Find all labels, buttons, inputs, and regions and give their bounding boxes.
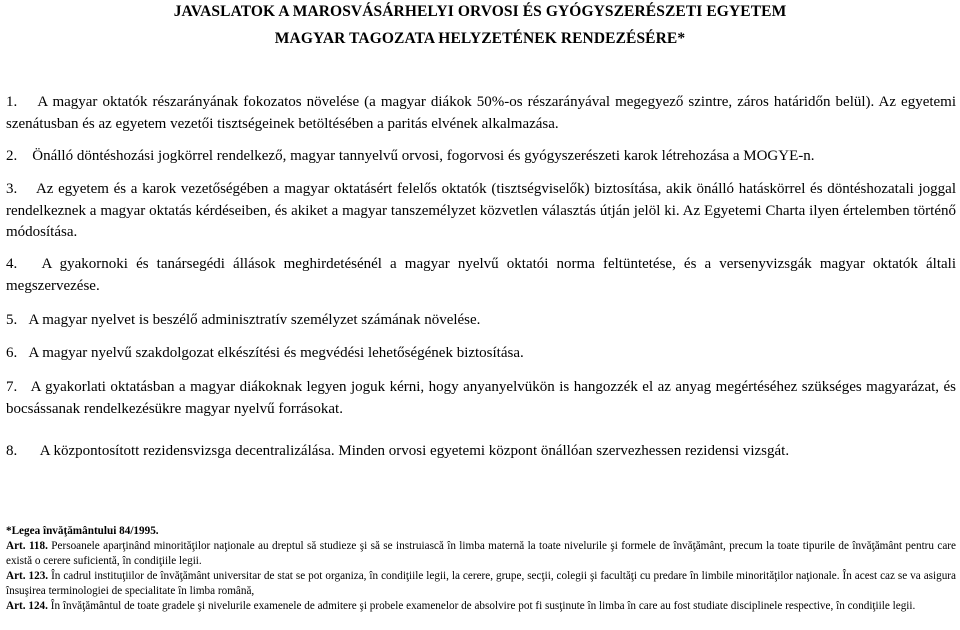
proposal-6 xyxy=(6,343,956,365)
proposal-number: 4. xyxy=(6,256,18,272)
footnote-article-124 xyxy=(6,599,956,614)
document-title-line-2: MAGYAR TAGOZATA HELYZETÉNEK RENDEZÉSÉRE* xyxy=(274,30,686,47)
proposal-number: 2. xyxy=(6,148,18,164)
footnote-heading: *Legea învăţământului 84/1995. xyxy=(6,525,159,537)
proposal-text: A központosított rezidensvizsga decentralizálása. Minden orvosi egyetemi központ önállóan szervezhessen rezidensi vizsgát. xyxy=(39,443,790,459)
proposal-number: 1. xyxy=(6,94,18,110)
article-text: În învăţământul de toate gradele şi nivelurile examenele de admitere şi probele examenelor de absolvire pot fi susţinute în limba în care au fost studiate disciplinele respective, în condiţiile legii. xyxy=(50,600,916,612)
proposal-text: A gyakorlati oktatásban a magyar diákoknak legyen joguk kérni, hogy anyanyelvükön is hangozzék el az anyag megértéséhez szükséges magyarázat, és bocsássanak rendelkezésükre magyar nyelvű forrásokat. xyxy=(6,379,957,417)
proposal-text: Önálló döntéshozási jogkörrel rendelkező, magyar tannyelvű orvosi, fogorvosi és gyógyszerészeti karok létrehozása a MOGYE-n. xyxy=(32,148,815,164)
proposal-7 xyxy=(6,377,956,420)
footnote-article-123 xyxy=(6,569,956,598)
article-label: Art. 124. xyxy=(6,600,48,612)
proposal-3 xyxy=(6,179,956,244)
proposal-1 xyxy=(6,92,956,135)
proposal-number: 7. xyxy=(6,379,18,395)
proposal-text: A magyar nyelvű szakdolgozat elkészítési és megvédési lehetőségének biztosítása. xyxy=(28,345,524,361)
proposal-text: A gyakornoki és tanársegédi állások meghirdetésénél a magyar nyelvű oktatói norma feltüntetése, és a versenyvizsgák magyar oktatók általi megszervezése. xyxy=(6,256,956,294)
proposal-number: 3. xyxy=(6,181,18,197)
proposal-number: 6. xyxy=(6,345,18,361)
article-text: În cadrul instituţiilor de învăţământ universitar de stat se pot organiza, în condiţiile legii, la cerere, grupe, secţii, colegii şi facultăţi cu predare în limbile minorităţilor naţionale. În acest caz se va asigura însuşirea terminologiei de specialitate în limba română, xyxy=(6,570,956,597)
document-title-line-1: JAVASLATOK A MAROSVÁSÁRHELYI ORVOSI ÉS GYÓGYSZERÉSZETI EGYETEM xyxy=(173,3,787,20)
proposal-2 xyxy=(6,146,956,168)
article-label: Art. 123. xyxy=(6,570,49,582)
proposal-text: A magyar oktatók részarányának fokozatos növelése (a magyar diákok 50%-os részarányával megegyező szintre, záros határidőn belül). Az egyetemi szenátusban és az egyetem vezetői tisztségeinek betöltésében a paritás elvének alkalmazása. xyxy=(6,94,957,132)
proposal-8 xyxy=(6,441,956,463)
proposal-text: Az egyetem és a karok vezetőségében a magyar oktatásért felelős oktatók (tisztségviselők) biztosítása, akik önálló hatáskörrel és döntéshozatali joggal rendelkeznek a magyar oktatás kérdéseiben, és akiket a magyar tanszemélyzet közvetlen választás útján jelöl ki. Az Egyetemi Charta ilyen értelemben történő módosítása. xyxy=(6,181,957,240)
proposal-4 xyxy=(6,254,956,297)
proposal-text: A magyar nyelvet is beszélő adminisztratív személyzet számának növelése. xyxy=(28,312,481,328)
footnote-article-118 xyxy=(6,539,956,568)
article-label: Art. 118. xyxy=(6,540,48,552)
proposal-5 xyxy=(6,310,956,332)
proposal-number: 5. xyxy=(6,312,18,328)
proposal-number: 8. xyxy=(6,443,18,459)
article-text: Persoanele aparţinând minorităţilor naţionale au dreptul să studieze şi să se instruiască în limba maternă la toate nivelurile şi formele de învăţământ, precum la toate tipurile de învăţământ pentru care există o cerere suficientă, în condiţiile legii. xyxy=(6,540,957,567)
